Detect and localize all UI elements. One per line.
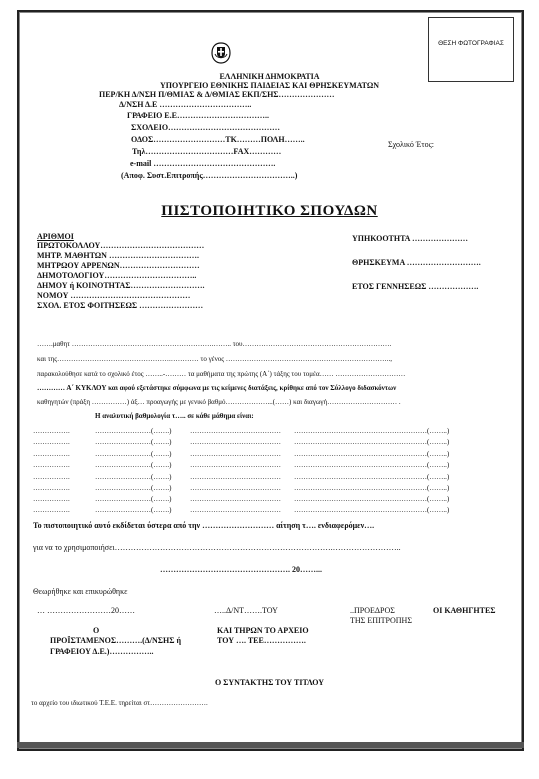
- grade-row: …………….: [33, 438, 70, 446]
- archive-keeper-line1: ΚΑΙ ΤΗΡΩΝ ΤΟ ΑΡΧΕΙΟ: [217, 626, 309, 635]
- chairman-committee-label: ΤΗΣ ΕΠΙΤΡΟΠΗΣ: [350, 616, 412, 625]
- header-office: ΓΡΑΦΕΙΟ Ε.Ε……………………………..: [127, 111, 269, 120]
- grade-row: …………………………………: [190, 427, 281, 435]
- grade-row: …………….: [33, 506, 70, 514]
- body-mother-line: και της………………………………………….………… το γένος ……………………………………………………………..,: [37, 355, 393, 363]
- field-prefecture: ΝΟΜΟΥ ………………………………………: [37, 291, 191, 300]
- grade-row: …………………………………………………(……..): [294, 438, 450, 446]
- grade-row: …………………………………………………(……..): [294, 427, 450, 435]
- use-statement: για να το χρησιμοποιήσει……………………………………………………………………….……………………..: [33, 543, 401, 552]
- chairman-label: ..ΠΡΟΕΔΡΟΣ: [350, 606, 395, 615]
- header-directorate: Δ/ΝΣΗ Δ.Ε ……………………………..: [119, 100, 252, 109]
- grade-row: …………………………………………………(……..): [294, 495, 450, 503]
- grade-row: …………….: [33, 495, 70, 503]
- grade-row: ……………………(…….): [95, 427, 172, 435]
- grade-row: ……………………(…….): [95, 506, 172, 514]
- head-title-line1: ΠΡΟΪΣΤΑΜΕΝΟΣ……….(Δ/ΝΣΗΣ ή: [50, 636, 182, 645]
- grade-row: …………………………………………………(……..): [294, 506, 450, 514]
- field-nationality: ΥΠΗΚΟΟΤΗΤΑ …………………: [352, 234, 468, 243]
- grade-row: …………………………………………………(……..): [294, 450, 450, 458]
- head-title-line2: ΓΡΑΦΕΙΟΥ Δ.Ε.)……………..: [50, 647, 154, 656]
- grade-row: ……………………(…….): [95, 484, 172, 492]
- grade-row: …………….: [33, 450, 70, 458]
- page-shadow: [17, 742, 524, 748]
- header-email: e-mail ……………………………………….: [130, 159, 276, 168]
- grade-row: ……………………(…….): [95, 461, 172, 469]
- header-committee-decision: (Αποφ. Συστ.Επιτροπής……………………………..): [121, 171, 298, 180]
- teachers-label: ΟΙ ΚΑΘΗΓΗΤΕΣ: [433, 606, 496, 615]
- field-protocol: ΠΡΩΤΟΚΟΛΛΟΥ…………………………………: [37, 241, 205, 250]
- numbers-heading: ΑΡΙΘΜΟΙ: [37, 232, 74, 241]
- head-article: Ο: [93, 626, 100, 635]
- field-student-registry: ΜΗΤΡ. ΜΑΘΗΤΩΝ …………………………….: [37, 251, 199, 260]
- field-attendance-year: ΣΧΟΛ. ΕΤΟΣ ΦΟΙΤΗΣΕΩΣ ……………………: [37, 301, 204, 310]
- body-cycle-line: ………… Α΄ ΚΥΚΛΟΥ και αφού εξετάστηκε σύμφωνα με τις κείμενες διατάξεις, κρίθηκε από τον Σύλλογο διδασκόντων: [37, 384, 397, 392]
- header-school: ΣΧΟΛΕΙΟ……………………………………: [131, 123, 281, 132]
- grade-row: …………………………………………………(……..): [294, 484, 450, 492]
- header-republic: ΕΛΛΗΝΙΚΗ ΔΗΜΟΚΡΑΤΙΑ: [219, 72, 320, 81]
- grade-row: …………….: [33, 461, 70, 469]
- grade-row: …………………………………: [190, 438, 281, 446]
- body-student-line: …….μαθητ …………………………………………………….…….. του……………………………………………………….: [37, 340, 392, 348]
- grade-row: …………………………………………………(……..): [294, 461, 450, 469]
- grade-row: ……………………(…….): [95, 450, 172, 458]
- grade-row: …………………………………: [190, 484, 281, 492]
- ratified-label: Θεωρήθηκε και επικυρώθηκε: [33, 587, 128, 596]
- grade-row: …………….: [33, 427, 70, 435]
- grade-row: …………………………………: [190, 450, 281, 458]
- grade-row: ……………………(…….): [95, 495, 172, 503]
- grade-row: …………….: [33, 484, 70, 492]
- school-year-label: Σχολικό Έτος:: [388, 140, 434, 149]
- grade-row: ……………………(…….): [95, 473, 172, 481]
- field-municipality: ΔΗΜΟΥ ή ΚΟΙΝΟΤΗΤΑΣ……………………….: [37, 281, 205, 290]
- director-line: …..Δ/ΝΤ…….ΤΟΥ: [214, 606, 278, 615]
- title-author-label: Ο ΣΥΝΤΑΚΤΗΣ ΤΟΥ ΤΙΤΛΟΥ: [214, 678, 325, 687]
- photo-label: ΘΕΣΗ ΦΩΤΟΓΡΑΦΙΑΣ: [438, 40, 504, 47]
- ratified-date: … ……………………20……: [37, 606, 135, 615]
- grade-row: …………………………………: [190, 461, 281, 469]
- coat-of-arms-icon: [208, 40, 234, 66]
- grade-row: …………………………………………………(……..): [294, 473, 450, 481]
- archive-note: το αρχείο του ιδιωτικού Τ.Ε.Ε. τηρείται στ…………………….: [31, 699, 208, 707]
- header-ministry: ΥΠΟΥΡΓΕΙΟ ΕΘΝΙΚΗΣ ΠΑΙΔΕΙΑΣ ΚΑΙ ΘΡΗΣΚΕΥΜΑΤΩΝ: [159, 81, 380, 90]
- body-grade-line: καθηγητών (πράξη ……………) άξ… προαγωγής με γενικό βαθμό………………...(……) και διαγωγή………………………… .: [37, 398, 401, 406]
- header-address: ΟΔΟΣ………………………ΤΚ………ΠΟΛΗ……..: [131, 135, 305, 144]
- grade-row: …………………………………: [190, 506, 281, 514]
- date-line: …………………………………………. 20……...: [160, 565, 322, 574]
- archive-keeper-line2: ΤΟΥ …. ΤΕΕ…………….: [217, 636, 306, 645]
- body-grades-intro: Η αναλυτική βαθμολογία τ….. σε κάθε μάθημα είναι:: [95, 412, 254, 420]
- header-phone-fax: Τηλ……………………………FAX…………: [132, 147, 282, 156]
- issued-statement: Το πιστοποιητικό αυτό εκδίδεται ύστερα από την ……………………… αίτηση τ…. ενδιαφερόμεν….: [33, 521, 375, 530]
- grade-row: ……………………(…….): [95, 438, 172, 446]
- grade-row: …………………………………: [190, 495, 281, 503]
- grade-row: …………………………………: [190, 473, 281, 481]
- field-male-registry: ΜΗΤΡΩΟΥ ΑΡΡΕΝΩΝ…………………………: [37, 261, 200, 270]
- field-birth-year: ΕΤΟΣ ΓΕΝΝΗΣΕΩΣ ……………….: [352, 282, 479, 291]
- header-regional-directorate: ΠΕΡ/ΚΗ Δ/ΝΣΗ Π/ΘΜΙΑΣ & Δ/ΘΜΙΑΣ ΕΚΠ/ΣΗΣ…………………: [99, 90, 335, 99]
- field-religion: ΘΡΗΣΚΕΥΜΑ ……………………….: [352, 258, 481, 267]
- field-municipal-register: ΔΗΜΟΤΟΛΟΓΙΟΥ……………………………..: [37, 271, 197, 280]
- grade-row: …………….: [33, 473, 70, 481]
- body-attendance-line: παρακολούθησε κατά το σχολικό έτος ……..-……… τα μαθήματα της πρώτης (Α΄) τάξης του τομέα…… …………………………: [37, 370, 406, 378]
- document-title: ΠΙΣΤΟΠΟΙΗΤΙΚΟ ΣΠΟΥΔΩΝ: [161, 203, 378, 219]
